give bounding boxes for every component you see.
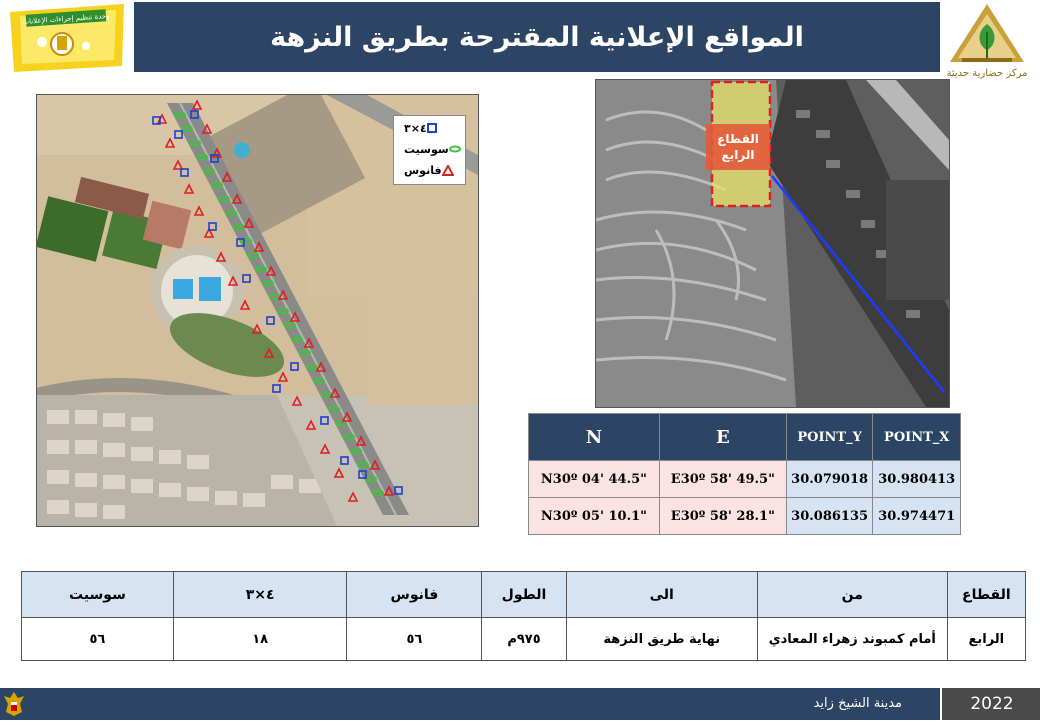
cell-point-x: 30.974471 <box>873 498 961 535</box>
legend-item-lantern <box>398 161 461 179</box>
ad-unit-logo <box>6 2 128 74</box>
column-header-lantern: فانوس <box>347 572 482 618</box>
cell-from: أمام كمبوند زهراء المعادي <box>757 618 947 661</box>
red-triangle-icon <box>442 165 454 176</box>
column-header-point-x: POINT_X <box>873 414 961 461</box>
svg-text:مركز حضارية حديثة: مركز حضارية حديثة <box>946 68 1028 79</box>
cell-lantern: ٥٦ <box>347 618 482 661</box>
column-header-4x3: ٤×٣ <box>173 572 347 618</box>
cell-4x3: ١٨ <box>173 618 347 661</box>
cell-sector: الرابع <box>947 618 1025 661</box>
cell-sosit: ٥٦ <box>22 618 174 661</box>
column-header-to: الى <box>566 572 757 618</box>
sector-label: القطاع الرابع <box>717 132 759 162</box>
legend-label: ٤×٣ <box>404 121 427 135</box>
cell-n: N30º 05' 10.1" <box>529 498 660 535</box>
route-summary-table <box>21 571 1026 661</box>
column-header-n: N <box>529 414 660 461</box>
column-header-from: من <box>757 572 947 618</box>
blue-square-icon <box>427 123 437 133</box>
cell-point-y: 30.086135 <box>786 498 873 535</box>
column-header-sosit: سوسيت <box>22 572 174 618</box>
cell-n: N30º 04' 44.5" <box>529 461 660 498</box>
table-row <box>22 618 1026 661</box>
green-ellipse-icon <box>449 145 461 153</box>
cell-point-y: 30.079018 <box>786 461 873 498</box>
table-header-row <box>22 572 1026 618</box>
map-legend <box>393 115 466 185</box>
title-bar <box>134 2 940 72</box>
cell-to: نهاية طريق النزهة <box>566 618 757 661</box>
table-header-row <box>529 414 961 461</box>
legend-item-4x3 <box>398 119 461 137</box>
eagle-emblem-icon <box>2 690 26 718</box>
svg-text:وحدة تنظيم إجراءات الإعلانات: وحدة تنظيم إجراءات الإعلانات <box>22 11 110 27</box>
column-header-e: E <box>659 414 786 461</box>
aerial-map-right[interactable] <box>595 79 950 408</box>
legend-label: سوسيت <box>404 142 449 156</box>
cell-point-x: 30.980413 <box>873 461 961 498</box>
column-header-length: الطول <box>482 572 566 618</box>
column-header-point-y: POINT_Y <box>786 414 873 461</box>
legend-label: فانوس <box>404 163 442 177</box>
page-title: المواقع الإعلانية المقترحة بطريق النزهة <box>270 21 804 53</box>
legend-item-sosit <box>398 140 461 158</box>
footer-year: 2022 <box>940 688 1040 720</box>
table-row <box>529 461 961 498</box>
column-header-sector: القطاع <box>947 572 1025 618</box>
cell-e: E30º 58' 49.5" <box>659 461 786 498</box>
table-row <box>529 498 961 535</box>
coordinates-table <box>528 413 961 535</box>
cell-e: E30º 58' 28.1" <box>659 498 786 535</box>
cell-length: ٩٧٥م <box>482 618 566 661</box>
footer-city: مدينة الشيخ زايد <box>813 696 902 711</box>
civilization-center-logo <box>946 2 1028 82</box>
